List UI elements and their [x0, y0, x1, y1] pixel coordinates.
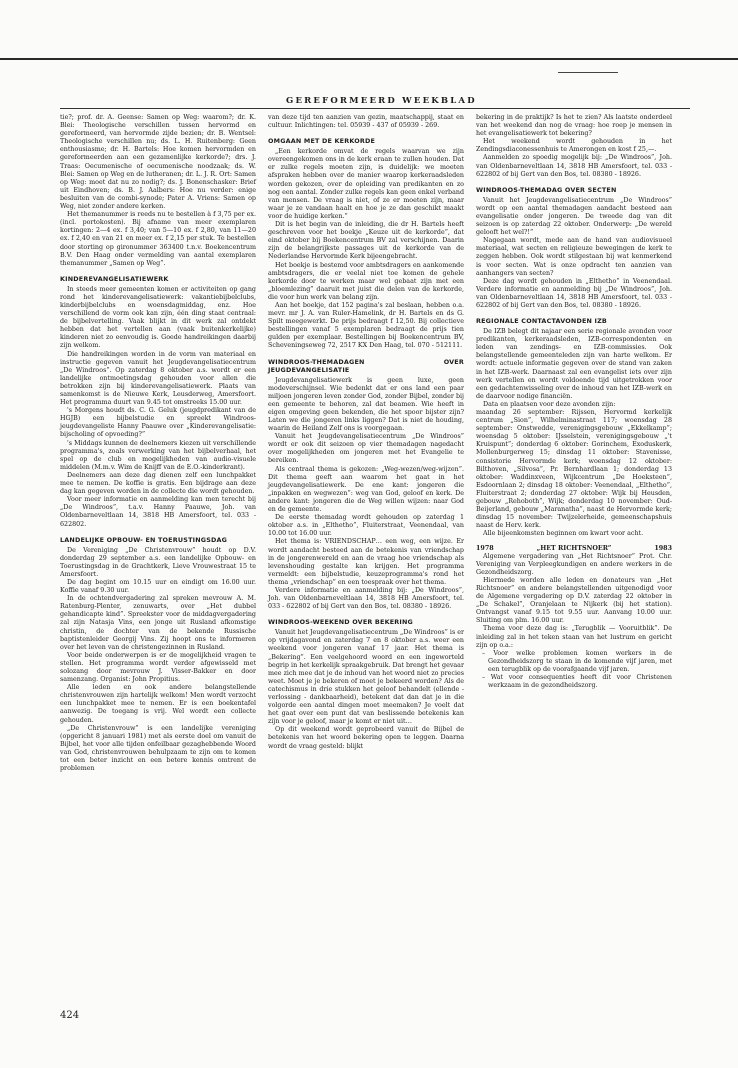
paragraph: bekering in de praktijk? Is het te zien? Als laatste onderdeel van het weekend dan nog de vraag: hoe roep je mensen in het evangelisatiewerk tot bekering?	[476, 114, 672, 138]
top-mark	[558, 72, 618, 73]
paragraph: 's Middags kunnen de deelnemers kiezen uit verschillende programma's, zoals verwerking van het bijbelverhaal, het spel op de club en mogelijkheden van audio-visuele middelen (M.m.v. Wim de Knijff van de E.O.-kinderkrant).	[60, 439, 256, 471]
paragraph: Algemene vergadering van „Het Richtsnoer” Prot. Chr. Vereniging van Verpleegkundigen en andere werkers in de Gezondheidszorg.	[476, 552, 672, 576]
paragraph: De Vereniging „De Christenvrouw” houdt op D.V. donderdag 29 september a.s. een landelijke Opbouw- en Toerustingsdag in de Grachtkerk, Lieve Vrouwestraat 15 te Amersfoort.	[60, 546, 256, 578]
column-2	[268, 114, 464, 751]
section-heading: WINDROOS-THEMADAG OVER SECTEN	[476, 185, 617, 194]
paragraph: Het themanummer is reeds nu te bestellen à f 3,75 per ex. (incl. portokosten). Bij afname van meer exemplaren kortingen: 2—4 ex. f 3,40; van 5—10 ex. f 2,80, van 11—20 ex. f 2,40 en van 21 en meer ex. f 2,15 per stuk. Te bestellen door storting op gironummer 363400 t.n.v. Boekencentrum B.V. Den Haag onder vermelding van aantal exemplaren themanummer „Samen op Weg”.	[60, 211, 256, 267]
list-item: – Voor welke problemen komen werkers in de Gezondheidszorg te staan in de komende vijf jaren, met een terugblik op de voorafgaande vijf jaren.	[482, 650, 672, 674]
section-heading: REGIONALE CONTACTAVONDEN IZB	[476, 317, 607, 326]
paragraph: van deze tijd ten aanzien van gezin, maatschappij, staat en cultuur. Inlichtingen: tel. 05939 - 437 of 05939 - 269.	[268, 114, 464, 130]
paragraph: Het thema is: VRIENDSCHAP… een weg, een wijze. Er wordt aandacht besteed aan de betekenis van vriendschap in de jongerenwereld en aan de vraag hoe vriendschap als levenshouding gestalte kan krijgen. Het programma vermeldt: een bijbelstudie, keuzeprogramma's rond het thema „vriendschap” en een toespraak over het thema.	[268, 538, 464, 586]
bullet-list	[476, 650, 672, 690]
notice-title-mid: „HET RICHTSNOER”	[536, 544, 612, 552]
paragraph: Als centraal thema is gekozen: „Weg-wezen/weg-wijzen”. Dit thema geeft aan waarom het gaat in het jeugdevangelisatiewerk. De ene kant: jongeren die „inpakken en wegwezen”: weg van God, geloof en kerk. De andere kant: jongeren die de Weg willen wijzen: naar God en de gemeente.	[268, 465, 464, 514]
paragraph: Het weekend wordt gehouden in het Zendingsdiaconessenhuis te Amerongen en kost f 25,—.	[476, 138, 672, 154]
column-1	[60, 114, 256, 773]
paragraph: Thema voor deze dag is: „Terugblik — Vooruitblik”. De inleiding zal in het teken staan van het lustrum en gericht zijn op o.a.:	[476, 625, 672, 649]
paragraph: Alle bijeenkomsten beginnen om kwart voor acht.	[483, 530, 644, 538]
paragraph: De eerste themadag wordt gehouden op zaterdag 1 oktober a.s. in „Elthetho”, Fluiterstraat, Veenendaal, van 10.00 tot 16.00 uur.	[268, 514, 464, 538]
paragraph: „De Christenvrouw” is een landelijke vereniging (opgericht 8 januari 1981) met als eerste doel om vanuit de Bijbel, het voor alle tijden onfeilbaar gezaghebbende Woord van God, christenvrouwen behulpzaam te zijn om te komen tot een beter inzicht en een betere kennis omtrent de problemen	[60, 724, 256, 773]
paragraph: Hiermede worden alle leden en donateurs van „Het Richtsnoer” en andere belangstellenden uitgenodigd voor de Algemene vergadering op D.V. zaterdag 22 oktober in „De Schakel”, Oranjelaan te Nijkerk (bij het station). Ontvangst vanaf 9.15 tot 9.55 uur. Aanvang 10.00 uur. Sluiting om plm. 16.00 uur.	[476, 576, 672, 625]
paragraph: Aanmelden zo spoedig mogelijk bij: „De Windroos”, Joh. van Oldenbarneveltlaan 14, 3818 HB Amersfoort, tel. 033 - 622802 of bij Gert van den Bos, tel. 08380 - 18926.	[476, 154, 672, 178]
section-heading: WINDROOS-THEMADAGEN OVER JEUGDEVANGELISATIE	[268, 357, 464, 374]
paragraph: Voor meer informatie en aanmelding kan men terecht bij „De Windroos”, t.a.v. Hanny Paauwe, Joh. van Oldenbarneveltlaan 14, 3818 HB Amersfoort, tel. 033 - 622802.	[60, 496, 256, 528]
running-head: GEREFORMEERD WEEKBLAD	[286, 96, 477, 106]
paragraph: Dit is het begin van de inleiding, die dr H. Bartels heeft geschreven voor het boekje „Keuze uit de kerkorde”, dat eind oktober bij Boekencentrum BV zal verschijnen. Daarin zijn de belangrijkste passages uit de kerkorde van de Nederlandse Hervormde Kerk bijeengebracht.	[268, 221, 464, 261]
paragraph: De IZB belegt dit najaar een serie regionale avonden voor predikanten, kerkeraadsleden, IZB-correspondenten en leden van zendings- en IZB-commissies. Ook belangstellende gemeenteleden zijn van harte welkom. Er wordt: actuele informatie gegeven over de stand van zaken in het IZB-werk. Daarnaast zal een evangelist iets over zijn werk vertellen en wordt voldoende tijd uitgetrokken voor een gedachtenwisseling over de inhoud van het IZB-werk en de daarvoor nodige financiën.	[476, 328, 672, 400]
paragraph: „Een kerkorde omvat de regels waarvan we zijn overeengekomen ons in de kerk eraan te zullen houden. Dat er zulke regels moeten zijn, is duidelijk: we moeten afspraken hebben over de manier waarop kerkeraadsleden worden gekozen, over de opleiding van predikanten en zo nog een aantal. Zonder zulke regels kan geen enkel verband van mensen. De vraag is niet, of ze er moeten zijn, maar waar je ze vandaan haalt en hoe je ze dan geschikt maakt voor de huidige kerken.”	[268, 148, 464, 220]
section-heading: KINDEREVANGELISATIEWERK	[60, 274, 169, 283]
paragraph: Het boekje is bestemd voor ambtsdragers en aankomende ambtsdragers, die er veelal niet toe komen de gehele kerkorde door te werken maar wel gebaat zijn met een „bloemlezing” daaruit met juist die delen van de kerkorde, die voor hun werk van belang zijn.	[268, 261, 464, 301]
top-rule	[0, 58, 738, 60]
paragraph: tie?; prof. dr. A. Geense: Samen op Weg: waarom?; dr. K. Blei: Theologische verschillen tussen hervormd en gereformeerd, van hervormde zijde bezien; dr. B. Wentsel: Theologische verschillen nu; ds. L. H. Ruitenberg: Geen enthousiasme; dr. H. Bartels: Hoe komen hervormden en gereformeerden aan een gezamenlijke kerkorde?; drs. J. Traas: Oecumenische of oecumenische noodzaak; ds. W. Blei: Samen op Weg en de lutheranen; dr. L. J. R. Ort: Samen op Weg: moet dat nu zo nodig?; ds. J. Bonenschasker: Brief uit Eindhoven; ds. B. J. Aalbers: Hoe nu verder: enige besluiten van de combi-synode; Pater A. Vriens: Samen op Weg, niet zonder andere kerken.	[60, 114, 256, 211]
list-item: – Wat voor consequenties heeft dit voor Christenen werkzaam in de gezondheidszorg.	[482, 674, 672, 690]
paragraph: Aan het boekje, dat 152 pagina's zal beslaan, hebben o.a. mevr. mr J. A. van Ruler-Hamelink, dr H. Bartels en ds G. Spilt meegewerkt. De prijs bedraagt f 12,50. Bij collectieve bestellingen vanaf 5 exemplaren bedraagt de prijs tien gulden per exemplaar. Bestellingen bij Boekencentrum BV, Scheveningseweg 72, 2517 KX Den Haag, tel. 070 - 512111.	[268, 301, 464, 350]
column-3	[476, 114, 672, 690]
paragraph: Vanuit het Jeugdevangelisatiecentrum „De Windroos” is er op vrijdagavond en zaterdag 7 en 8 oktober a.s. weer een weekend voor jongeren vanaf 17 jaar. Het thema is „Bekering”. Een veelgehoord woord en een ingeworteld begrip in het kerkelijk spraakgebruik. Dat brengt het gevaar mee zich mee dat je de inhoud van het woord niet zo precies weet. Moet je je bekeren of moet je bekeerd worden? Als de catechismus in drie stukken het geloof behandelt (ellende - verlossing - dankbaarheid), betekent dat dan dat je in die volgorde een aantal dingen moet meemaken? Je voelt dat het gaat over een punt dat van beslissende betekenis kan zijn voor je geloof, maar je komt er niet uit…	[268, 629, 464, 726]
paragraph: Vanuit het Jeugdevangelisatiecentrum „De Windroos” wordt op een aantal themadagen aandacht besteed aan evangelisatie onder jongeren. De tweede dag van dit seizoen is op zaterdag 22 oktober. Onderwerp: „De wereld gelooft het wel?!”	[476, 196, 672, 237]
paragraph: Jeugdevangelisatiewerk is geen luxe, geen modeverschijnsel. Wie bedenkt dat er ons land een paar miljoen jongeren leven zonder God, zonder Bijbel, zonder bij een gemeente te behoren, zal dat beamen. Wie heeft in eigen omgeving geen bekenden, die het spoor bijster zijn? Laten we die jongeren links liggen? Dat is niet de houding, waarin de Heiland Zelf ons is voorgegaan.	[268, 376, 464, 433]
paragraph: In de ochtendvergadering zal spreken mevrouw A. M. Ratenburg-Plenter, zenuwarts, over „Het dubbel gehandicapte kind”. Spreekster voor de middagvergadering zal zijn Natasja Vins, een jonge uit Rusland afkomstige christin, de dochter van de bekende Russische baptistenleider Georgij Vins. Zij hoopt ons te informeren over het leven van de christengezinnen in Rusland.	[60, 595, 256, 651]
section-heading: WINDROOS-WEEKEND OVER BEKERING	[268, 618, 413, 627]
paragraph: Nagegaan wordt, mede aan de hand van audiovisueel materiaal, wat secten en religieuze bewegingen de kerk te zeggen hebben. Ook wordt stilgestaan bij wat kenmerkend is voor secten. Wat is onze opdracht ten aanzien van aanhangers van secten?	[476, 237, 672, 277]
notice-title	[476, 545, 672, 553]
paragraph: 's Morgens houdt ds. C. G. Geluk (jeugdpredikant van de HGJB) een bijbelstudie en spreekt Windroos-jeugdevangeliste Hanny Paauwe over „Kinderevangelisatie: bijscholing of opvoeding?”	[60, 407, 256, 439]
header-rule	[60, 108, 690, 109]
paragraph: De dag begint om 10.15 uur en eindigt om 16.00 uur. Koffie vanaf 9.30 uur.	[60, 578, 256, 595]
paragraph: maandag 26 september: Rijssen, Hervormd kerkelijk centrum „Sion”, Wilhelminastraat 117; woensdag 28 september: Onstwedde, verenigingsgebouw „Ekkelkamp”; woensdag 5 oktober: IJsselstein, verenigingsgebouw „'t Kruispunt”; donderdag 6 oktober: Gorinchem, Exoduskerk, Mollenburgerweg 15; dinsdag 11 oktober: Stavenisse, consistorie Hervormde kerk; woensdag 12 oktober: Bilthoven, „Silvosa”, Pr. Bernhardlaan 1; donderdag 13 oktober: Waddinxveen, Wijkcentrum „De Hoeksteen”, Esdoornlaan 2; dinsdag 18 oktober: Veenendaal, „Elthetho”, Fluiterstraat 2; donderdag 27 oktober: Wijk bij Heusden, gebouw „Rehoboth”, Wijk; donderdag 10 november: Oud-Beijerland, gebouw „Maranatha”, naast de Hervormde kerk; dinsdag 15 november: Twijzelerheide, gemeenschapshuis naast de Herv. kerk.	[476, 409, 672, 530]
paragraph: Alle leden en ook andere belangstellende christenvrouwen zijn hartelijk welkom! Men wordt verzocht een lunchpakket mee te nemen. Er is een boekentafel aanwezig. De toegang is vrij. Wel wordt een collecte gehouden.	[60, 684, 256, 724]
paragraph: Voor beide onderwerpen is er de mogelijkheid vragen te stellen. Het programma wordt verder afgewisseld met solozang door mevrouw J. Visser-Bakker en door samenzang. Organist: John Propitius.	[60, 651, 256, 684]
section-heading: LANDELIJKE OPBOUW- EN TOERUSTINGSDAG	[60, 535, 228, 544]
paragraph: Data en plaatsen voor deze avonden zijn:	[483, 400, 616, 408]
paragraph: In steeds meer gemeenten komen er activiteiten op gang rond het kinderevangelisatiewerk: vakantiebijbelclubs, kinderbijbelclubs en woensdagmiddag, enz. Hoe verschillend de vorm ook kan zijn, één ding staat centraal: de bijbelvertelling. Vaak blijkt in dit werk zal ontdekt hebben dat het vertellen aan (vaak buitenkerkelijke) kinderen niet zo eenvoudig is. Goede handreikingen daarbij zijn welkom.	[60, 285, 256, 350]
paragraph: Verdere informatie en aanmelding bij: „De Windroos”, Joh. van Oldenbarneveltlaan 14, 3818 HB Amersfoort, tel. 033 - 622802 of bij Gert van den Bos, tel. 08380 - 18926.	[268, 586, 464, 611]
section-heading: OMGAAN MET DE KERKORDE	[268, 137, 376, 146]
paragraph: Vanuit het Jeugdevangelisatiecentrum „De Windroos” wordt er ook dit seizoen op vier themadagen nagedacht over mogelijkheden om jongeren met het Evangelie te bereiken.	[268, 433, 464, 465]
notice-title-right: 1983	[654, 544, 672, 552]
paragraph: Deelnemers aan deze dag dienen zelf een lunchpakket mee te nemen. De koffie is gratis. Een bijdrage aan deze dag kan gegeven worden in de collecte die wordt gehouden.	[60, 471, 256, 496]
page-number: 424	[60, 1010, 80, 1021]
paragraph: Op dit weekend wordt geprobeerd vanuit de Bijbel de betekenis van het woord bekering open te leggen. Daarna wordt de vraag gesteld: blijkt	[268, 726, 464, 750]
paragraph: Deze dag wordt gehouden in „Elthetho” in Veenendaal. Verdere informatie en aanmelding bij „De Windroos”, Joh. van Oldenbarneveltlaan 14, 3818 HB Amersfoort, tel. 033 - 622802 of bij Gert van den Bos, tel. 08380 - 18926.	[476, 277, 672, 309]
paragraph: Die handreikingen worden in de vorm van materiaal en instructie gegeven vanuit het Jeugdevangelisatiecentrum „De Windroos”. Op zaterdag 8 oktober a.s. wordt er een landelijke ontmoetingsdag gehouden voor allen die betrokken zijn bij kinderevangelisatiewerk. Plaats van samenkomst is de Nieuwe Kerk, Leusderweg, Amersfoort. Het programma duurt van 9.45 tot omstreeks 15.00 uur.	[60, 350, 256, 407]
notice-title-left: 1978	[476, 544, 494, 552]
